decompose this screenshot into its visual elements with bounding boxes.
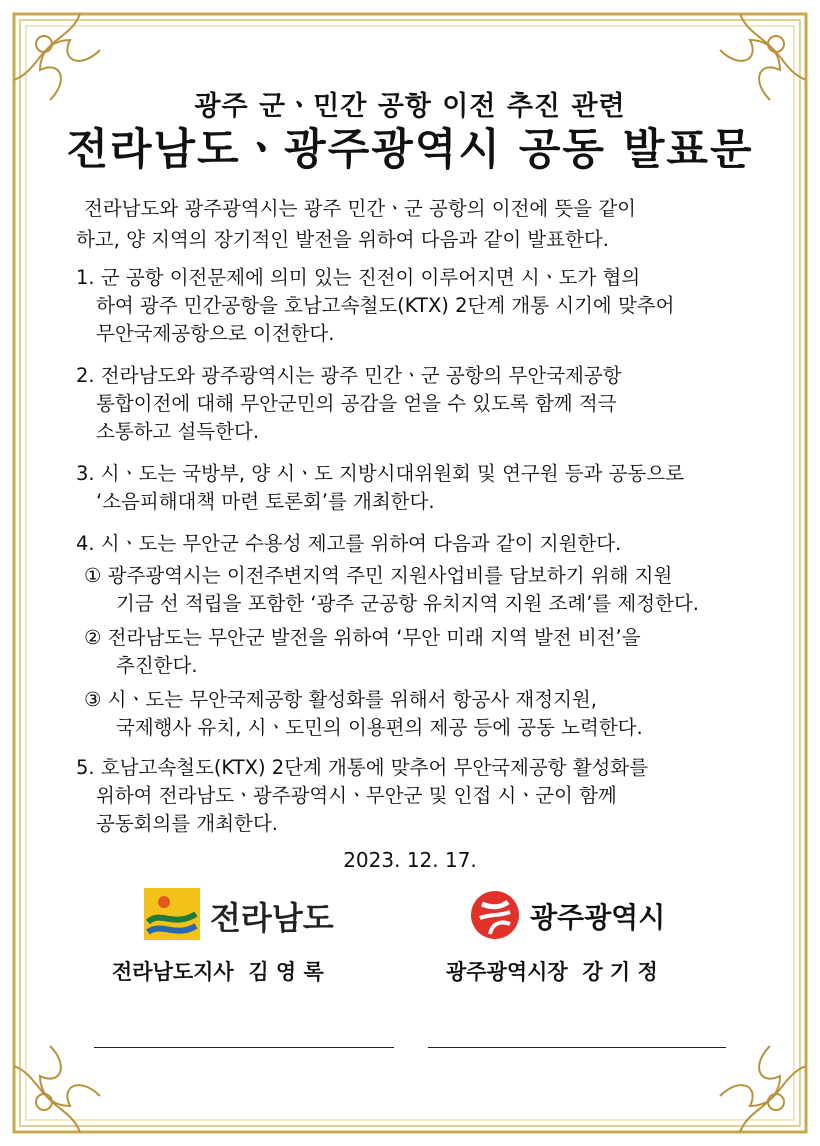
gwangju-logo-text: 광주광역시 [530, 901, 666, 934]
document-date: 2023. 12. 17. [343, 848, 477, 872]
intro-line-2: 하고, 양 지역의 장기적인 발전을 위하여 다음과 같이 발표한다. [76, 228, 609, 251]
jeonnam-logo-icon [144, 888, 200, 940]
signer-jeonnam-governor: 전라남도지사 김 영 록 [112, 959, 324, 984]
item-1-line-3: 무안국제공항으로 이전한다. [96, 322, 335, 345]
document-title: 전라남도ㆍ광주광역시 공동 발표문 [66, 125, 754, 175]
item-3-line-2: ‘소음피해대책 마련 토론회’를 개최한다. [96, 490, 435, 513]
item-2-line-1: 2. 전라남도와 광주광역시는 광주 민간ㆍ군 공항의 무안국제공항 [76, 364, 622, 387]
item-5-line-3: 공동회의를 개최한다. [96, 812, 278, 835]
signature-line-left [94, 1047, 394, 1048]
subitem-2-line-1: ② 전라남도는 무안군 발전을 위하여 ‘무안 미래 지역 발전 비전’을 [84, 626, 641, 649]
item-5-line-1: 5. 호남고속철도(KTX) 2단계 개통에 맞추어 무안국제공항 활성화를 [76, 756, 649, 779]
subitem-1-line-2: 기금 선 적립을 포함한 ‘광주 군공항 유치지역 지원 조례’를 제정한다. [116, 592, 699, 615]
intro-line-1: 전라남도와 광주광역시는 광주 민간ㆍ군 공항의 이전에 뜻을 같이 [84, 197, 636, 220]
subitem-1-line-1: ① 광주광역시는 이전주변지역 주민 지원사업비를 담보하기 위해 지원 [84, 564, 673, 587]
item-2-line-3: 소통하고 설득한다. [96, 420, 260, 443]
item-2-line-2: 통합이전에 대해 무안군민의 공감을 얻을 수 있도록 함께 적극 [96, 392, 617, 415]
jeonnam-logo-text: 전라남도 [210, 899, 334, 937]
item-1-line-1: 1. 군 공항 이전문제에 의미 있는 진전이 이루어지면 시ㆍ도가 협의 [76, 266, 641, 289]
document-subtitle: 광주 군ㆍ민간 공항 이전 추진 관련 [194, 91, 626, 122]
item-5-line-2: 위하여 전라남도ㆍ광주광역시ㆍ무안군 및 인접 시ㆍ군이 함께 [96, 784, 617, 807]
signer-gwangju-mayor: 광주광역시장 강 기 정 [446, 959, 658, 984]
item-3-line-1: 3. 시ㆍ도는 국방부, 양 시ㆍ도 지방시대위원회 및 연구원 등과 공동으로 [76, 462, 685, 485]
subitem-2-line-2: 추진한다. [116, 654, 198, 677]
corner-ornament-bottom-left [14, 1046, 100, 1132]
subitem-3-line-2: 국제행사 유치, 시ㆍ도민의 이용편의 제공 등에 공동 노력한다. [116, 716, 643, 739]
corner-ornament-bottom-right [720, 1046, 806, 1132]
gwangju-logo-icon [470, 890, 520, 940]
signature-line-right [428, 1047, 726, 1048]
item-4-line-1: 4. 시ㆍ도는 무안군 수용성 제고를 위하여 다음과 같이 지원한다. [76, 532, 622, 555]
subitem-3-line-1: ③ 시ㆍ도는 무안국제공항 활성화를 위해서 항공사 재정지원, [84, 688, 597, 711]
item-1-line-2: 하여 광주 민간공항을 호남고속철도(KTX) 2단계 개통 시기에 맞추어 [96, 294, 675, 317]
